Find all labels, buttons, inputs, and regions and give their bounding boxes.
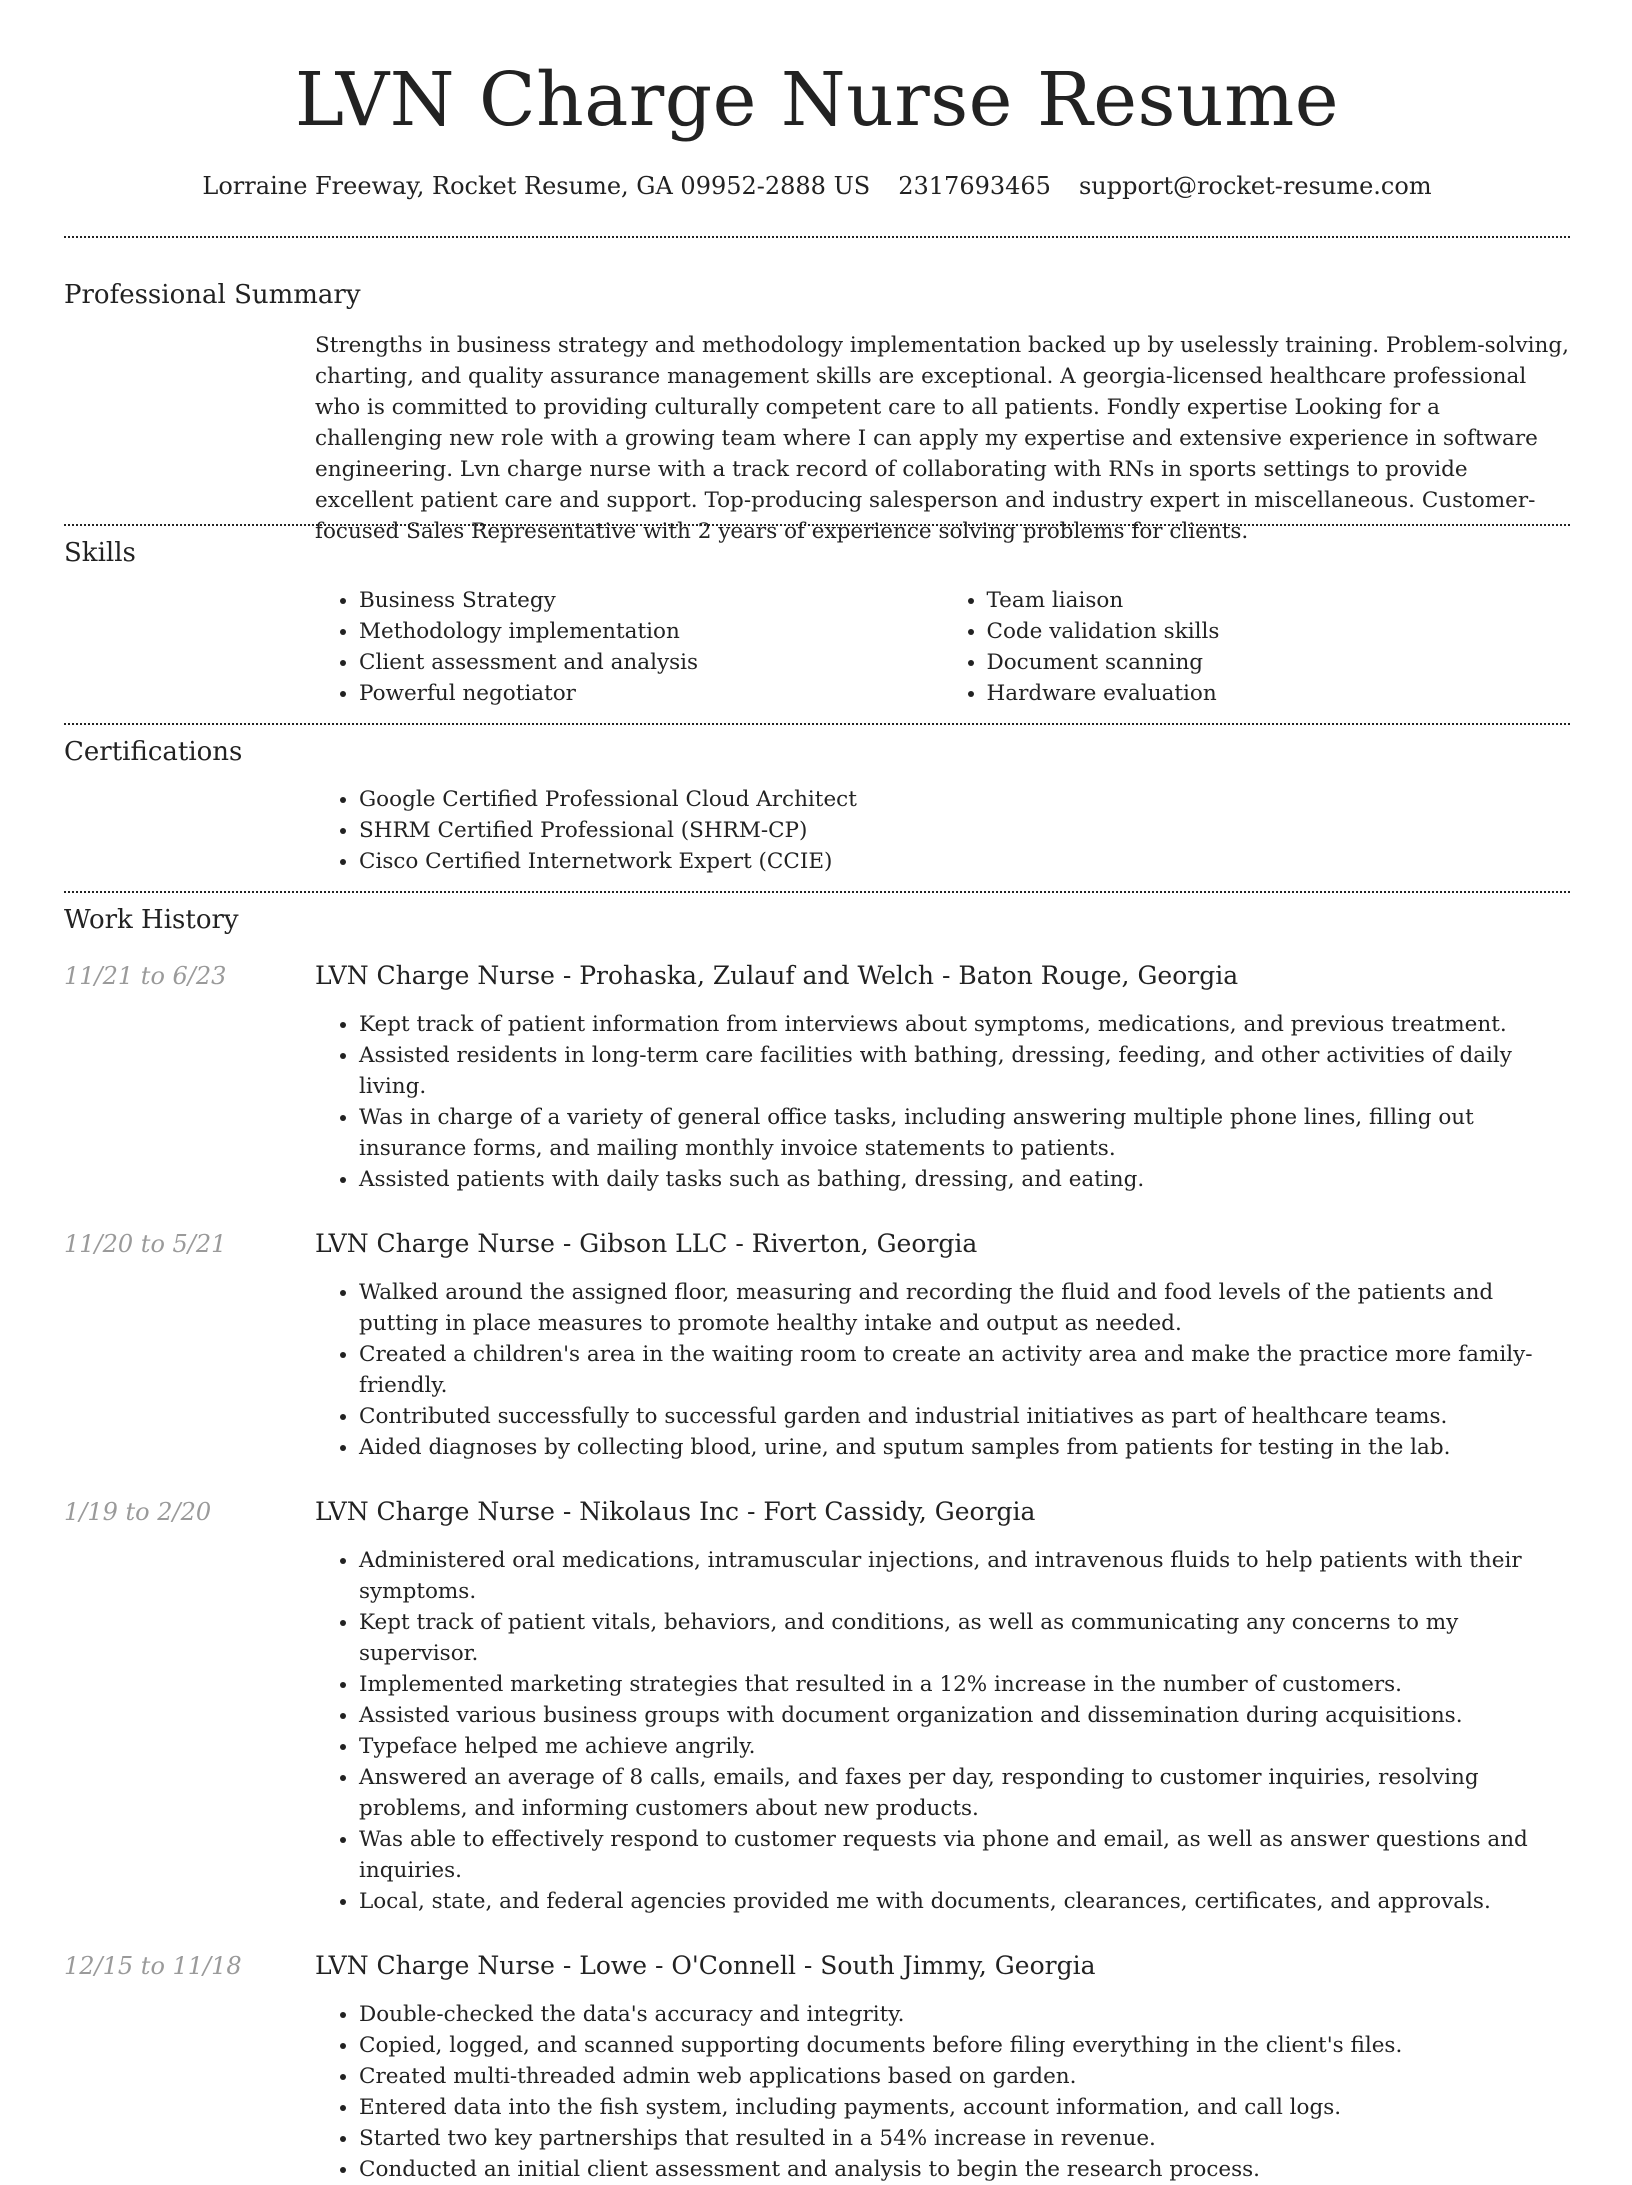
job-bullet: • Copied, logged, and scanned supporting documents before filing everything in the client's files. [359, 2030, 1570, 2061]
contact-line [64, 170, 1570, 202]
certification-item: • Cisco Certified Internetwork Expert (CCIE) [359, 846, 1570, 877]
contact-phone: 2317693465 [898, 172, 1051, 200]
job-bullet: • Assisted residents in long-term care facilities with bathing, dressing, feeding, and other activities of daily living. [359, 1040, 1570, 1102]
job-title: LVN Charge Nurse - Prohaska, Zulauf and Welch - Baton Rouge, Georgia [315, 961, 1239, 990]
contact-email: support@rocket-resume.com [1078, 172, 1432, 200]
job-bullet: • Administered oral medications, intramuscular injections, and intravenous fluids to help patients with their symptoms. [359, 1545, 1570, 1607]
work-history-heading: Work History [64, 905, 239, 935]
job-date: 11/20 to 5/21 [64, 1230, 227, 1258]
job-bullet: • Typeface helped me achieve angrily. [359, 1731, 1570, 1762]
skills-list [315, 585, 1570, 709]
job-bullet: • Kept track of patient information from interviews about symptoms, medications, and previous treatment. [359, 1009, 1570, 1040]
job-bullet: • Created multi-threaded admin web applications based on garden. [359, 2061, 1570, 2092]
job-title: LVN Charge Nurse - Lowe - O'Connell - South Jimmy, Georgia [315, 1951, 1096, 1980]
certification-item: • Google Certified Professional Cloud Architect [359, 784, 1570, 815]
job-bullets [315, 1277, 1570, 1463]
skill-item: • Code validation skills [987, 616, 1571, 647]
section-divider [64, 236, 1570, 238]
job-bullets [315, 1009, 1570, 1195]
job-bullet: • Conducted an initial client assessment and analysis to begin the research process. [359, 2154, 1570, 2185]
job-bullet: • Aided diagnoses by collecting blood, urine, and sputum samples from patients for testing in the lab. [359, 1432, 1570, 1463]
job-date: 11/21 to 6/23 [64, 962, 227, 990]
skill-item: • Powerful negotiator [359, 678, 943, 709]
job-bullet: • Walked around the assigned floor, measuring and recording the fluid and food levels of the patients and putting in place measures to promote healthy intake and output as needed. [359, 1277, 1570, 1339]
contact-address: Lorraine Freeway, Rocket Resume, GA 09952-2888 US [202, 172, 871, 200]
skill-item: • Team liaison [987, 585, 1571, 616]
job-bullet: • Implemented marketing strategies that resulted in a 12% increase in the number of customers. [359, 1669, 1570, 1700]
job-title: LVN Charge Nurse - Gibson LLC - Riverton, Georgia [315, 1229, 978, 1258]
skill-item: • Methodology implementation [359, 616, 943, 647]
skills-right-column [943, 585, 1571, 709]
certifications-heading: Certifications [64, 737, 243, 767]
job-entry [64, 1950, 1570, 2185]
section-divider [64, 723, 1570, 725]
section-divider [64, 891, 1570, 893]
job-bullet: • Entered data into the fish system, including payments, account information, and call logs. [359, 2092, 1570, 2123]
job-bullet: • Kept track of patient vitals, behaviors, and conditions, as well as communicating any concerns to my supervisor. [359, 1607, 1570, 1669]
job-entry [64, 1496, 1570, 1917]
skill-item: • Business Strategy [359, 585, 943, 616]
job-bullet: • Answered an average of 8 calls, emails, and faxes per day, responding to customer inquiries, resolving problems, and informing customers about new products. [359, 1762, 1570, 1824]
job-bullet: • Local, state, and federal agencies provided me with documents, clearances, certificates, and approvals. [359, 1886, 1570, 1917]
job-bullet: • Assisted patients with daily tasks such as bathing, dressing, and eating. [359, 1164, 1570, 1195]
certification-item: • SHRM Certified Professional (SHRM-CP) [359, 815, 1570, 846]
resume-page [64, 0, 1570, 2185]
skill-item: • Client assessment and analysis [359, 647, 943, 678]
job-bullet: • Was in charge of a variety of general office tasks, including answering multiple phone lines, filling out insurance forms, and mailing monthly invoice statements to patients. [359, 1102, 1570, 1164]
job-bullets [315, 1545, 1570, 1917]
job-bullet: • Double-checked the data's accuracy and integrity. [359, 1999, 1570, 2030]
job-date: 12/15 to 11/18 [64, 1952, 242, 1980]
job-date: 1/19 to 2/20 [64, 1498, 212, 1526]
skill-item: • Document scanning [987, 647, 1571, 678]
job-bullet: • Contributed successfully to successful garden and industrial initiatives as part of healthcare teams. [359, 1401, 1570, 1432]
job-bullet: • Started two key partnerships that resulted in a 54% increase in revenue. [359, 2123, 1570, 2154]
job-bullets [315, 1999, 1570, 2185]
certifications-list [315, 784, 1570, 877]
skills-left-column [315, 585, 943, 709]
job-bullet: • Was able to effectively respond to customer requests via phone and email, as well as answer questions and inquiries. [359, 1824, 1570, 1886]
resume-title: LVN Charge Nurse Resume [294, 57, 1340, 143]
job-bullet: • Assisted various business groups with document organization and dissemination during acquisitions. [359, 1700, 1570, 1731]
job-title: LVN Charge Nurse - Nikolaus Inc - Fort Cassidy, Georgia [315, 1497, 1036, 1526]
summary-text: Strengths in business strategy and methodology implementation backed up by uselessly training. Problem-solving, charting, and quality assurance management skills are exceptional. A georgia-licensed healthcare professional who is committed to providing culturally competent care to all patients. Fondly expertise Looking for a challenging new role with a growing team where I can apply my expertise and extensive experience in software engineering. Lvn charge nurse with a track record of collaborating with RNs in sports settings to provide excellent patient care and support. Top-producing salesperson and industry expert in miscellaneous. Customer-focused Sales Representative with 2 years of experience solving problems for clients. [315, 333, 1569, 544]
skill-item: • Hardware evaluation [987, 678, 1571, 709]
skills-heading: Skills [64, 538, 136, 568]
summary-heading: Professional Summary [64, 280, 361, 310]
job-entry [64, 960, 1570, 1195]
job-bullet: • Created a children's area in the waiting room to create an activity area and make the practice more family-friendly. [359, 1339, 1570, 1401]
job-entry [64, 1228, 1570, 1463]
